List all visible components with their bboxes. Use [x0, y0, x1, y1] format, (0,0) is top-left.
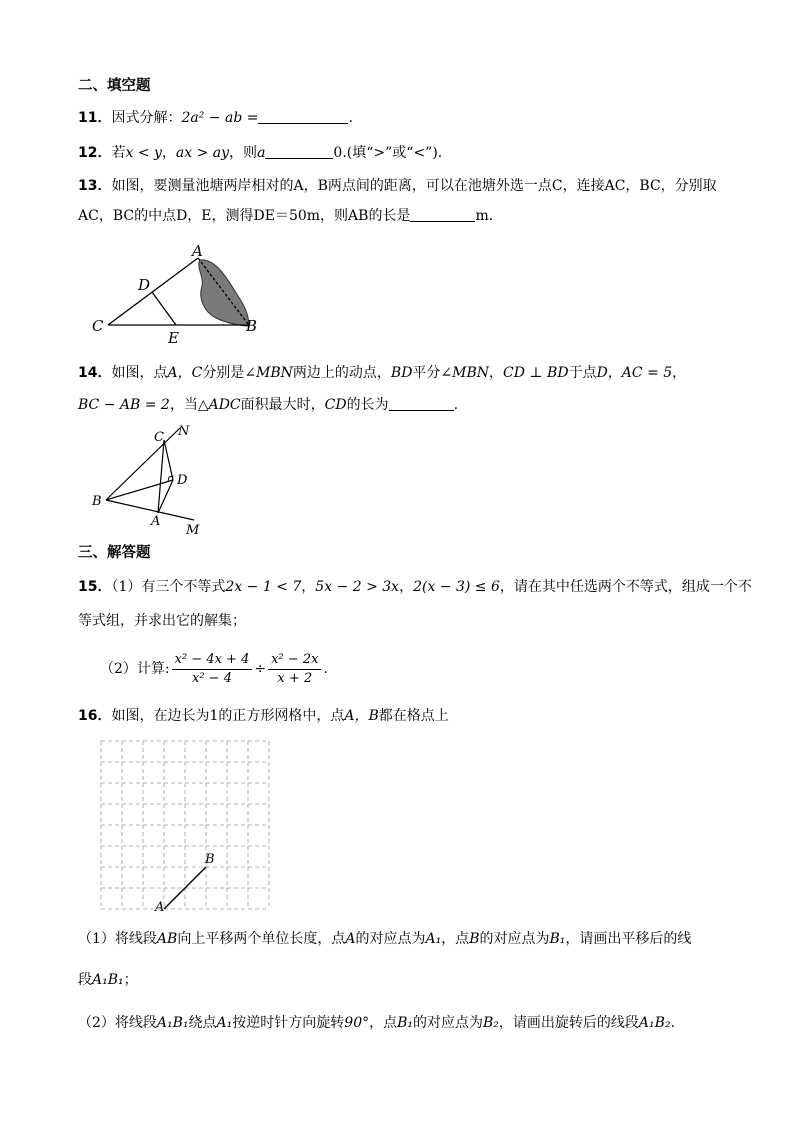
fraction-1-denominator: x² − 4 — [192, 670, 232, 686]
pond-shape — [199, 260, 249, 326]
math-point: B₁ — [397, 1015, 414, 1031]
answer-blank[interactable] — [258, 108, 348, 124]
question-text: 平分 — [412, 365, 441, 381]
math-point: A₁ — [425, 931, 442, 947]
section-3-heading: 三、解答题 — [78, 545, 151, 561]
math-segment: A₁B₂ — [638, 1015, 671, 1031]
separator: ， — [607, 365, 622, 381]
question-number: 11． — [78, 110, 112, 126]
inequality-2: 5x − 2 > 3x — [315, 579, 400, 595]
question-number: 15． — [78, 579, 112, 595]
math-segment: BD — [390, 365, 413, 381]
question-text: ，请画出平移后的线 — [565, 931, 692, 947]
math-equation: BC − AB = 2 — [78, 397, 170, 413]
question-13-line-1 — [78, 176, 717, 196]
question-text: 等式组，并求出它的解集； — [78, 613, 246, 629]
math-point: D — [596, 365, 608, 381]
separator: ， — [301, 579, 316, 595]
question-text: 按逆时针方向旋转 — [232, 1015, 345, 1031]
separator: ； — [123, 972, 138, 988]
section-2-heading: 二、填空题 — [78, 78, 151, 94]
question-number: 13． — [78, 178, 112, 194]
math-variable: a — [257, 145, 266, 161]
question-text: 于点 — [568, 365, 597, 381]
label-d: D — [177, 473, 188, 488]
pond-triangle-figure — [88, 240, 268, 348]
answer-blank[interactable] — [389, 395, 454, 411]
math-condition-2: ax > ay — [175, 145, 230, 161]
angle-bisector-figure — [88, 422, 218, 542]
label-d: D — [138, 276, 151, 294]
period: . — [348, 110, 353, 126]
fraction-2-numerator: x² − 2x — [268, 651, 321, 670]
label-a: A — [192, 242, 203, 260]
math-segment: CD — [324, 397, 347, 413]
math-angle: 90° — [344, 1015, 370, 1031]
math-angle: ∠MBN — [244, 365, 293, 381]
math-triangle: △ADC — [197, 397, 241, 413]
question-15-part-2 — [100, 650, 328, 688]
question-text: 绕点 — [188, 1015, 217, 1031]
math-condition-1: x < y — [125, 145, 162, 161]
question-text: 的对应点为 — [413, 1015, 484, 1031]
question-16-part-2 — [78, 1013, 675, 1033]
question-12 — [78, 143, 442, 163]
question-text: （2）计算: — [100, 661, 170, 677]
question-text: 的对应点为 — [479, 931, 550, 947]
math-points: A，C — [167, 365, 203, 381]
question-text: 向上平移两个单位长度，点 — [177, 931, 346, 947]
label-a: A — [155, 900, 165, 915]
question-text: （1）有三个不等式 — [111, 579, 226, 595]
question-16-part-1-line-2 — [78, 970, 138, 990]
question-text: ，点 — [369, 1015, 398, 1031]
math-point: A₁ — [216, 1015, 233, 1031]
question-text: 0.(填“>”或“<”). — [333, 145, 443, 161]
math-segment: A₁B₁ — [156, 1015, 189, 1031]
question-number: 12． — [78, 145, 112, 161]
question-14-line-2 — [78, 395, 458, 415]
label-b: B — [246, 317, 258, 335]
label-b: B — [92, 494, 102, 509]
label-b: B — [205, 852, 215, 867]
ray-bm — [106, 500, 194, 520]
question-text: ，当 — [169, 397, 198, 413]
grid-lines — [101, 741, 269, 909]
question-14-line-1 — [78, 363, 686, 383]
question-text: （2）将线段 — [78, 1015, 157, 1031]
math-point: B₂ — [483, 1015, 499, 1031]
question-text: 分别是 — [202, 365, 245, 381]
math-segment: AB — [156, 931, 178, 947]
question-number: 16． — [78, 708, 112, 724]
question-13-line-2 — [78, 206, 503, 226]
answer-blank[interactable] — [410, 206, 475, 222]
segment-de — [152, 292, 176, 325]
label-m: M — [186, 523, 200, 538]
period: . — [323, 661, 328, 677]
math-point: B₁ — [549, 931, 566, 947]
division-sign: ÷ — [254, 661, 267, 677]
math-expression: 2a² − ab = — [181, 110, 259, 126]
question-11 — [78, 108, 353, 128]
question-15-part-1-line-1 — [78, 577, 752, 597]
question-text: 若 — [111, 145, 126, 161]
question-text: 如图，在边长为1的正方形网格中，点 — [111, 708, 345, 724]
math-segment: A₁B₁ — [92, 972, 124, 988]
math-points: A，B — [344, 708, 379, 724]
question-text: 如图，点 — [111, 365, 168, 381]
inequality-3: 2(x − 3) ≤ 6 — [413, 579, 500, 595]
fraction-1 — [172, 651, 253, 688]
period: . — [453, 397, 459, 413]
question-text: ，请画出旋转后的线段 — [498, 1015, 639, 1031]
math-perpendicular: CD ⊥ BD — [503, 365, 569, 381]
segment-ca — [108, 258, 198, 325]
question-text: ，点 — [441, 931, 470, 947]
separator: ， — [489, 365, 504, 381]
question-text: 的对应点为 — [355, 931, 426, 947]
question-text: ，则 — [229, 145, 258, 161]
fraction-2-denominator: x + 2 — [277, 670, 313, 686]
math-point: B — [469, 931, 480, 947]
question-text: 因式分解： — [111, 110, 182, 126]
label-n: N — [178, 424, 190, 439]
question-text: （1）将线段 — [78, 931, 157, 947]
math-point: A — [345, 931, 356, 947]
separator: ， — [399, 579, 414, 595]
inequality-1: 2x − 1 < 7 — [225, 579, 302, 595]
math-angle: ∠MBN — [440, 365, 490, 381]
segment-cd — [164, 440, 173, 480]
question-16-line-1 — [78, 706, 449, 726]
label-c: C — [154, 430, 164, 445]
question-text: 都在格点上 — [378, 708, 449, 724]
square-grid-figure — [96, 736, 276, 916]
question-15-part-1-line-2 — [78, 611, 246, 631]
period: . — [670, 1015, 675, 1031]
question-text: 两边上的动点， — [292, 365, 391, 381]
question-text: ，请在其中任选两个不等式，组成一个不 — [499, 579, 752, 595]
fraction-1-numerator: x² − 4x + 4 — [172, 651, 253, 670]
question-text: 的长为 — [346, 397, 389, 413]
fraction-2 — [268, 651, 321, 688]
question-text: 段 — [78, 972, 92, 988]
separator: ， — [161, 145, 176, 161]
question-text: 面积最大时， — [240, 397, 325, 413]
question-number: 14． — [78, 365, 112, 381]
separator: ， — [672, 365, 687, 381]
question-text: m． — [475, 208, 503, 224]
answer-blank[interactable] — [265, 143, 333, 159]
label-c: C — [92, 317, 104, 335]
label-e: E — [168, 329, 179, 347]
label-a: A — [151, 514, 161, 529]
math-equation: AC = 5 — [621, 365, 673, 381]
question-text: 如图，要测量池塘两岸相对的A，B两点间的距离，可以在池塘外选一点C，连接AC，BC，分别取 — [111, 178, 717, 194]
question-16-part-1-line-1 — [78, 929, 691, 949]
question-text: AC，BC的中点D，E，测得DE＝50m，则AB的长是 — [78, 208, 411, 224]
